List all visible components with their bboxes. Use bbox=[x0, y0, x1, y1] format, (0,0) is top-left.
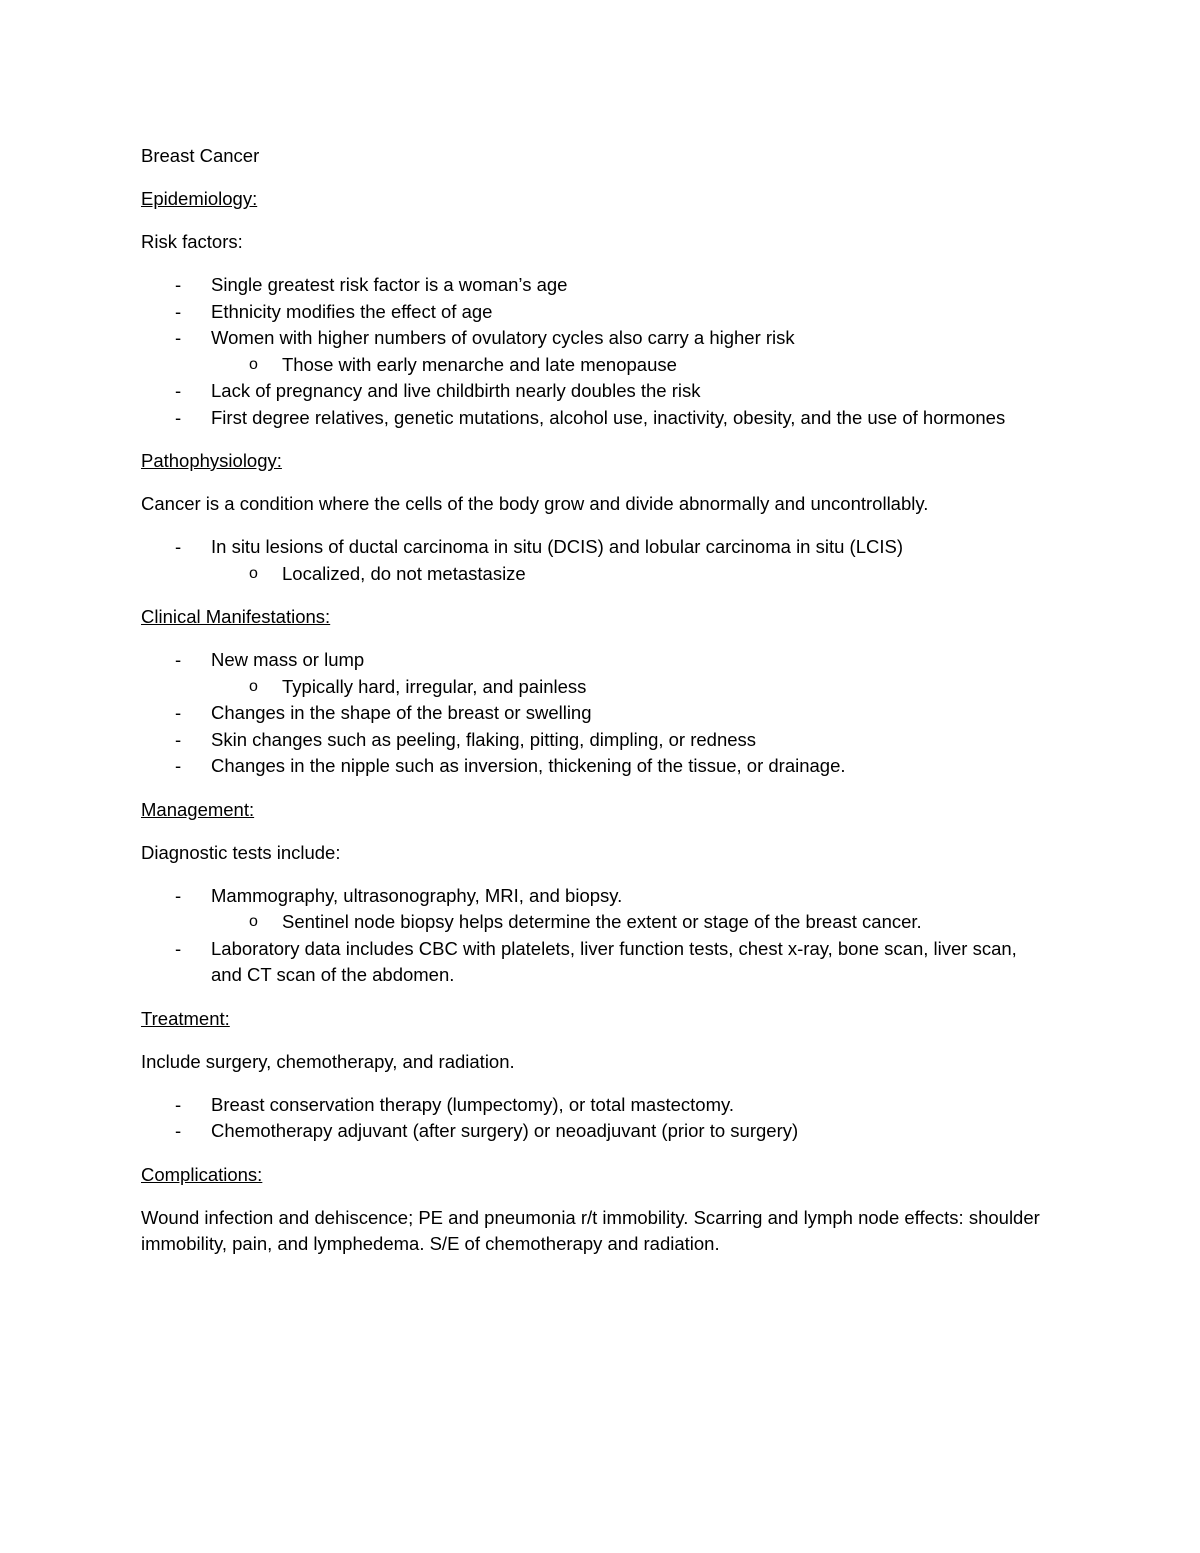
list-item-text: Mammography, ultrasonography, MRI, and biopsy. bbox=[211, 884, 623, 906]
list-item bbox=[141, 378, 1051, 405]
complications-heading: Complications: bbox=[141, 1163, 263, 1185]
list-item bbox=[141, 1118, 1051, 1145]
list-item bbox=[141, 700, 1051, 727]
list-item bbox=[141, 272, 1051, 299]
pathophysiology-list bbox=[141, 534, 1051, 587]
list-item bbox=[141, 1092, 1051, 1119]
list-item bbox=[141, 325, 1051, 378]
clinical-manifestations-list bbox=[141, 647, 1051, 780]
treatment-heading: Treatment: bbox=[141, 1007, 230, 1029]
sub-list-item bbox=[141, 352, 1051, 379]
list-item-text: First degree relatives, genetic mutations, alcohol use, inactivity, obesity, and the use of hormones bbox=[211, 406, 1006, 428]
sub-list-item-text: Localized, do not metastasize bbox=[282, 562, 526, 584]
sub-list bbox=[141, 352, 1051, 379]
sub-list-item bbox=[141, 909, 1051, 936]
list-item-text: Women with higher numbers of ovulatory cycles also carry a higher risk bbox=[211, 327, 795, 348]
list-item-text: Changes in the nipple such as inversion, thickening of the tissue, or drainage. bbox=[211, 755, 846, 776]
list-item bbox=[141, 299, 1051, 326]
list-item-text: Single greatest risk factor is a woman’s age bbox=[211, 274, 568, 295]
dash-bullet: - bbox=[175, 327, 182, 348]
dash-bullet: - bbox=[175, 274, 182, 295]
dash-bullet: - bbox=[175, 1093, 182, 1115]
sub-list bbox=[141, 561, 1051, 588]
list-item-text: Ethnicity modifies the effect of age bbox=[211, 300, 493, 322]
sub-list-item-text: Typically hard, irregular, and painless bbox=[282, 675, 587, 697]
list-item-text: New mass or lump bbox=[211, 649, 365, 670]
dash-bullet: - bbox=[175, 406, 182, 428]
clinical-manifestations-heading: Clinical Manifestations: bbox=[141, 606, 331, 627]
list-item bbox=[141, 883, 1051, 936]
list-item-text: Breast conservation therapy (lumpectomy), or total mastectomy. bbox=[211, 1093, 734, 1115]
sub-list bbox=[141, 909, 1051, 936]
complications-text: Wound infection and dehiscence; PE and pneumonia r/t immobility. Scarring and lymph node effects: shoulder immobility, pain, and lymphedema. S/E of chemotherapy and radiation. bbox=[141, 1206, 1040, 1254]
dash-bullet: - bbox=[175, 937, 182, 959]
list-item-text: Changes in the shape of the breast or swelling bbox=[211, 702, 592, 723]
dash-bullet: - bbox=[175, 728, 182, 750]
list-item bbox=[141, 534, 1051, 587]
risk-factors-list bbox=[141, 272, 1051, 431]
document-title: Breast Cancer bbox=[141, 145, 260, 166]
list-item-text: Chemotherapy adjuvant (after surgery) or neoadjuvant (prior to surgery) bbox=[211, 1120, 799, 1141]
sub-list-item bbox=[141, 674, 1051, 701]
treatment-intro: Include surgery, chemotherapy, and radiation. bbox=[141, 1050, 515, 1072]
sub-list-item bbox=[141, 561, 1051, 588]
epidemiology-heading: Epidemiology: bbox=[141, 188, 258, 209]
dash-bullet: - bbox=[175, 380, 182, 401]
list-item bbox=[141, 936, 1051, 989]
list-item-text: Lack of pregnancy and live childbirth nearly doubles the risk bbox=[211, 380, 701, 401]
pathophysiology-heading: Pathophysiology: bbox=[141, 450, 282, 471]
dash-bullet: - bbox=[175, 884, 182, 906]
diagnostic-tests-list bbox=[141, 883, 1051, 989]
dash-bullet: - bbox=[175, 536, 182, 557]
risk-factors-intro: Risk factors: bbox=[141, 231, 243, 252]
dash-bullet: - bbox=[175, 300, 182, 322]
pathophysiology-intro: Cancer is a condition where the cells of the body grow and divide abnormally and uncontrollably. bbox=[141, 493, 929, 514]
sub-list-item-text: Sentinel node biopsy helps determine the extent or stage of the breast cancer. bbox=[282, 911, 922, 932]
circle-bullet: o bbox=[249, 564, 258, 582]
dash-bullet: - bbox=[175, 649, 182, 670]
circle-bullet: o bbox=[249, 913, 258, 930]
list-item bbox=[141, 647, 1051, 700]
circle-bullet: o bbox=[249, 677, 258, 695]
list-item-text: In situ lesions of ductal carcinoma in situ (DCIS) and lobular carcinoma in situ (LCIS) bbox=[211, 536, 903, 557]
list-item-text: Laboratory data includes CBC with platelets, liver function tests, chest x-ray, bone scan, liver scan, and CT scan of the abdomen. bbox=[211, 937, 1017, 985]
list-item bbox=[141, 727, 1051, 754]
circle-bullet: o bbox=[249, 355, 258, 373]
diagnostic-tests-intro: Diagnostic tests include: bbox=[141, 841, 341, 863]
list-item-text: Skin changes such as peeling, flaking, pitting, dimpling, or redness bbox=[211, 728, 757, 750]
list-item bbox=[141, 753, 1051, 780]
document-body bbox=[141, 143, 1051, 1257]
dash-bullet: - bbox=[175, 1120, 182, 1141]
list-item bbox=[141, 405, 1051, 432]
dash-bullet: - bbox=[175, 755, 182, 776]
sub-list-item-text: Those with early menarche and late menopause bbox=[282, 353, 677, 375]
treatment-list bbox=[141, 1092, 1051, 1145]
dash-bullet: - bbox=[175, 702, 182, 723]
management-heading: Management: bbox=[141, 798, 255, 820]
sub-list bbox=[141, 674, 1051, 701]
